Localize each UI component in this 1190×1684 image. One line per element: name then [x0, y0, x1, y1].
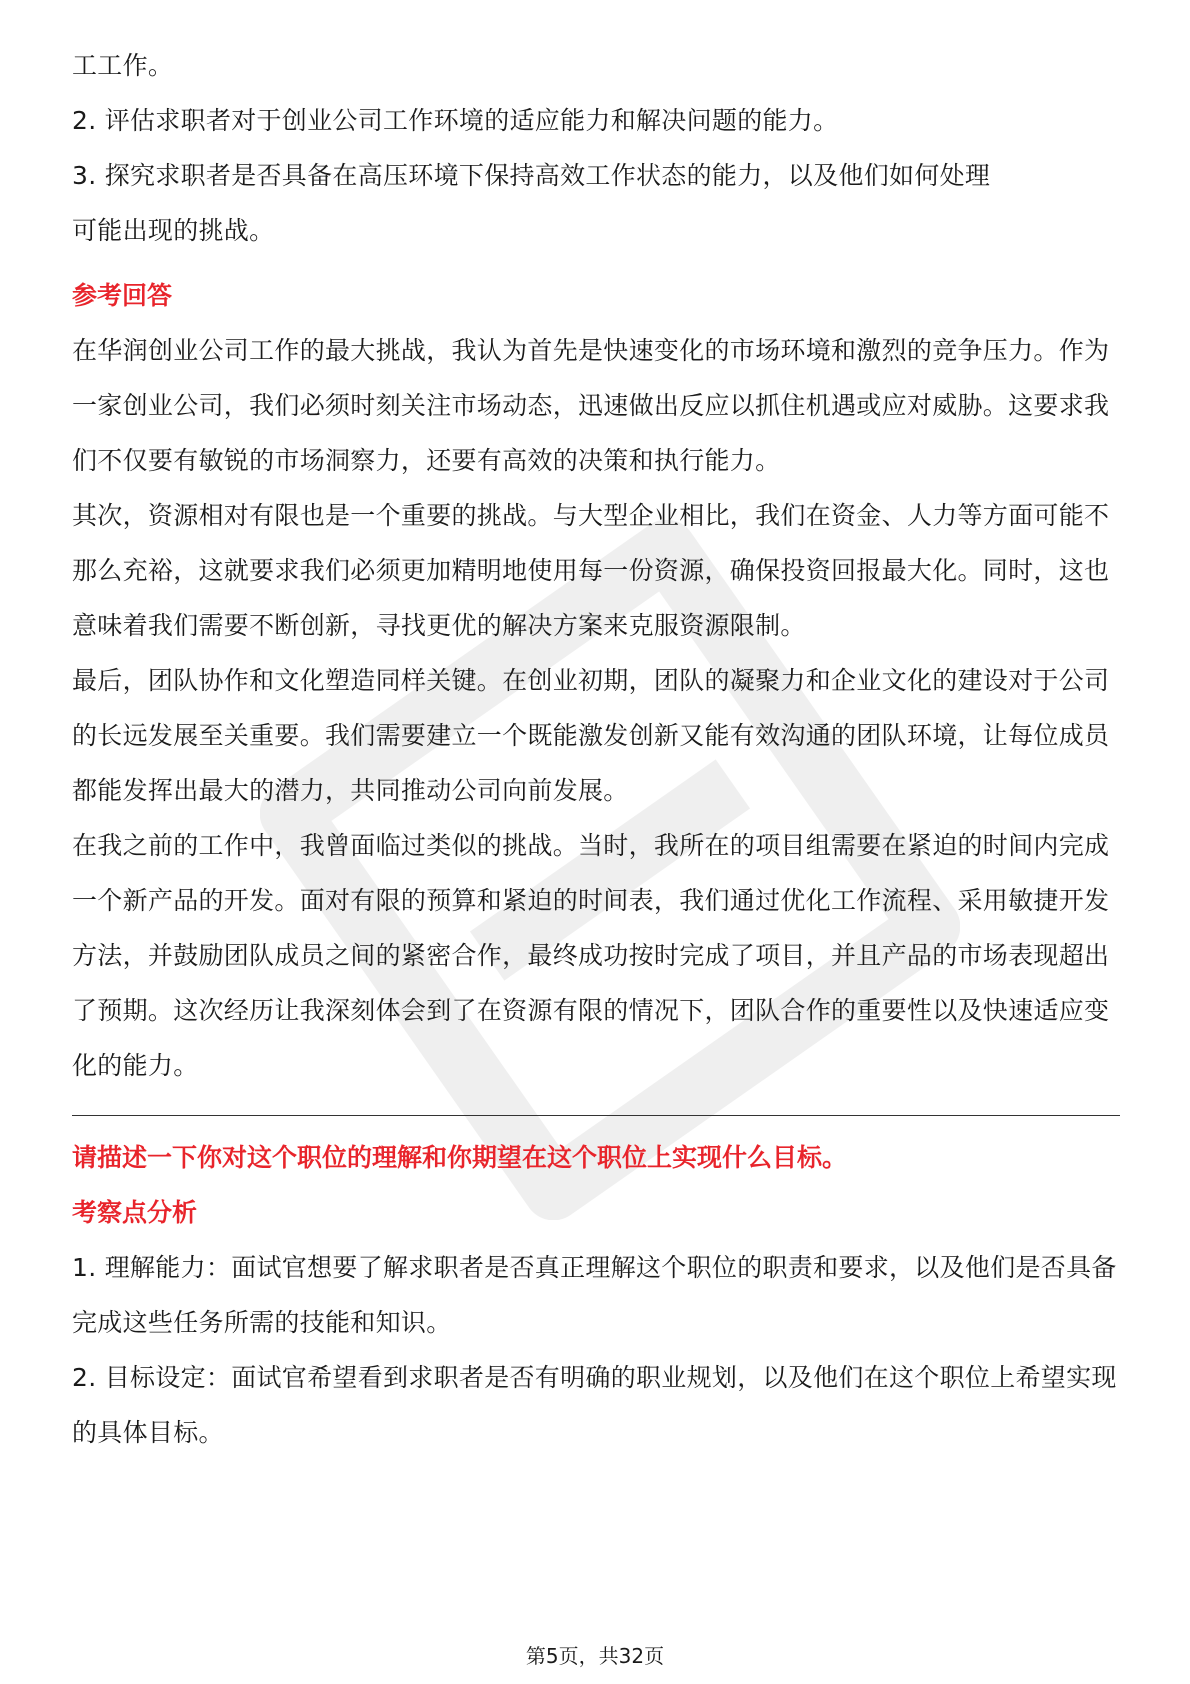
- answer-heading: 参考回答: [72, 281, 173, 310]
- text-line: 3. 探究求职者是否具备在高压环境下保持高效工作状态的能力，以及他们如何处理: [72, 161, 991, 190]
- text-line: 可能出现的挑战。: [72, 216, 275, 245]
- analysis-item: 1. 理解能力：面试官想要了解求职者是否真正理解这个职位的职责和要求，以及他们是否具备完成这些任务所需的技能和知识。: [72, 1253, 1117, 1337]
- question-heading: 请描述一下你对这个职位的理解和你期望在这个职位上实现什么目标。: [72, 1143, 848, 1172]
- answer-paragraph: 在我之前的工作中，我曾面临过类似的挑战。当时，我所在的项目组需要在紧迫的时间内完成一个新产品的开发。面对有限的预算和紧迫的时间表，我们通过优化工作流程、采用敏捷开发方法，并鼓励团队成员之间的紧密合作，最终成功按时完成了项目，并且产品的市场表现超出了预期。这次经历让我深刻体会到了在资源有限的情况下，团队合作的重要性以及快速适应变化的能力。: [72, 831, 1110, 1080]
- analysis-item: 2. 目标设定：面试官希望看到求职者是否有明确的职业规划，以及他们在这个职位上希望实现的具体目标。: [72, 1363, 1117, 1447]
- answer-paragraph: 其次，资源相对有限也是一个重要的挑战。与大型企业相比，我们在资金、人力等方面可能不那么充裕，这就要求我们必须更加精明地使用每一份资源，确保投资回报最大化。同时，这也意味着我们需要不断创新，寻找更优的解决方案来克服资源限制。: [72, 501, 1110, 640]
- section-divider: [72, 1115, 1120, 1116]
- analysis-heading: 考察点分析: [72, 1198, 198, 1227]
- text-line: 工工作。: [72, 51, 174, 80]
- text-line: 2. 评估求职者对于创业公司工作环境的适应能力和解决问题的能力。: [72, 106, 839, 135]
- document-page: [72, 38, 1120, 1460]
- answer-paragraph: 最后，团队协作和文化塑造同样关键。在创业初期，团队的凝聚力和企业文化的建设对于公司的长远发展至关重要。我们需要建立一个既能激发创新又能有效沟通的团队环境，让每位成员都能发挥出最大的潜力，共同推动公司向前发展。: [72, 666, 1110, 805]
- answer-paragraph: 在华润创业公司工作的最大挑战，我认为首先是快速变化的市场环境和激烈的竞争压力。作为一家创业公司，我们必须时刻关注市场动态，迅速做出反应以抓住机遇或应对威胁。这要求我们不仅要有敏锐的市场洞察力，还要有高效的决策和执行能力。: [72, 336, 1110, 475]
- page-number: 第5页，共32页: [525, 1644, 665, 1668]
